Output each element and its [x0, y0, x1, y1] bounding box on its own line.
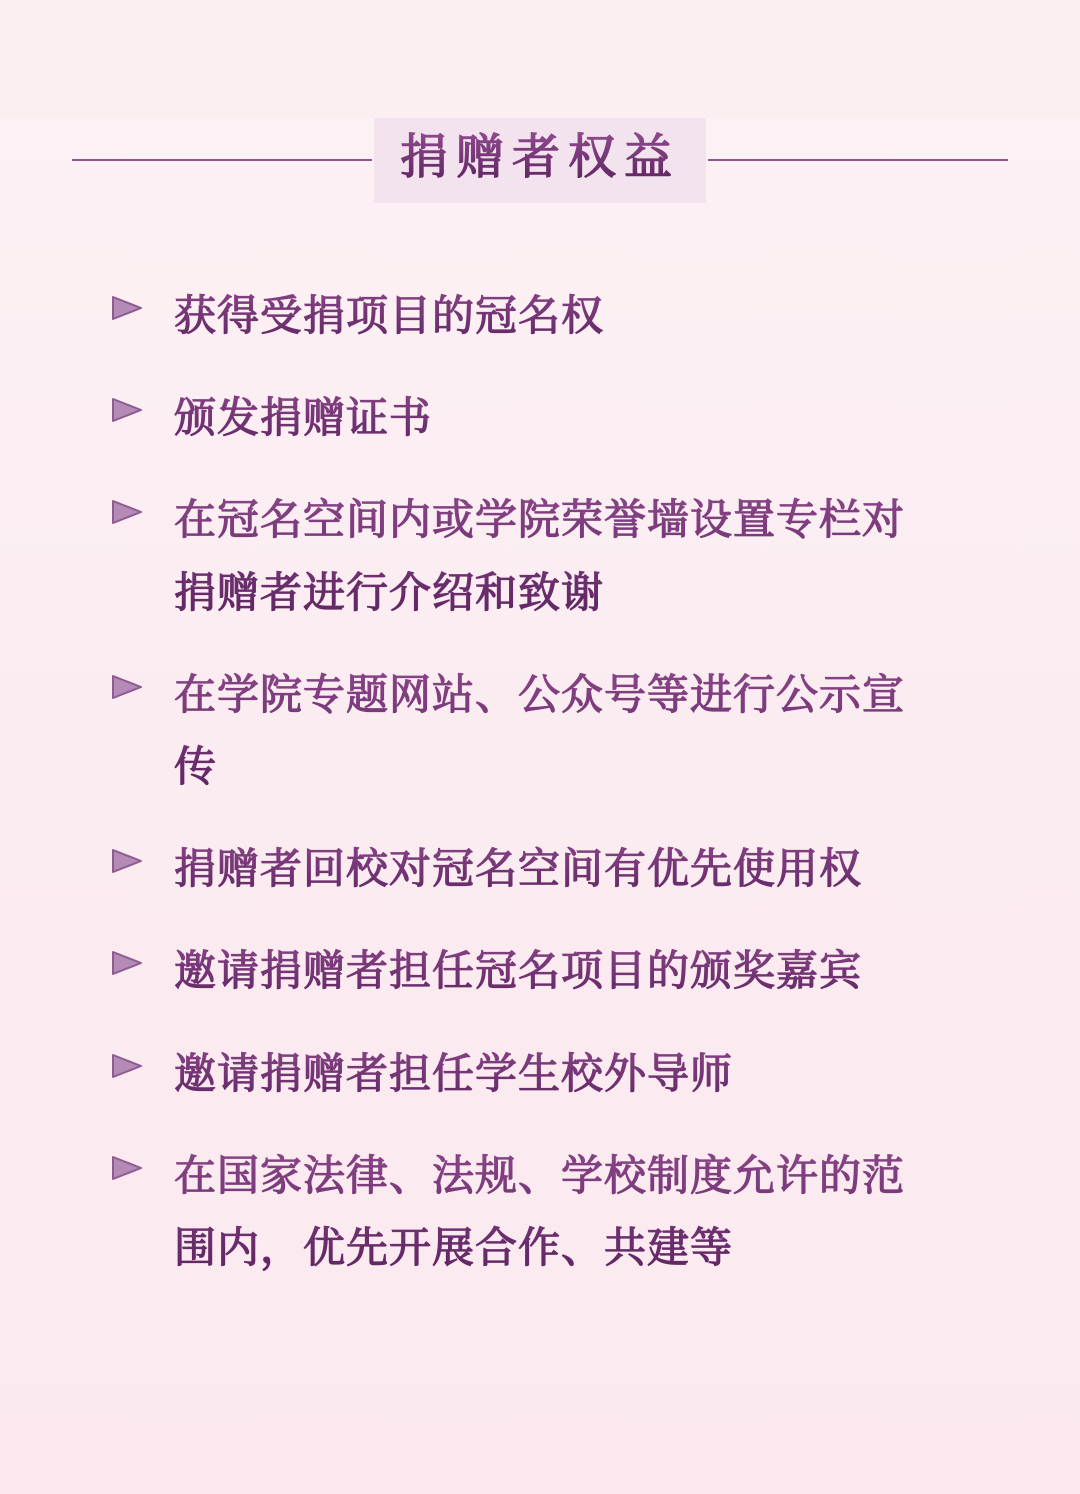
page-title: 捐赠者权益 — [400, 131, 681, 184]
list-item-label: 在学院专题网站、公众号等进行公示宣传 — [174, 660, 934, 804]
poster-page — [0, 118, 1080, 1494]
page-header — [0, 118, 1080, 203]
list-item — [108, 1039, 1010, 1111]
triangle-arrow-bullet-icon — [108, 295, 148, 321]
triangle-arrow-bullet-icon — [108, 674, 148, 700]
rights-list — [0, 281, 1080, 1286]
header-rule-right — [708, 159, 1008, 161]
list-item-label: 获得受捐项目的冠名权 — [174, 281, 934, 353]
title-plate — [374, 118, 706, 203]
list-item — [108, 1141, 1010, 1285]
list-item-label: 在冠名空间内或学院荣誉墙设置专栏对捐赠者进行介绍和致谢 — [174, 485, 934, 629]
list-item — [108, 660, 1010, 804]
list-item-label: 捐赠者回校对冠名空间有优先使用权 — [174, 834, 934, 906]
list-item — [108, 485, 1010, 629]
triangle-arrow-bullet-icon — [108, 1053, 148, 1079]
list-item — [108, 281, 1010, 353]
triangle-arrow-bullet-icon — [108, 499, 148, 525]
list-item — [108, 936, 1010, 1008]
triangle-arrow-bullet-icon — [108, 1155, 148, 1181]
list-item — [108, 834, 1010, 906]
list-item-label: 在国家法律、法规、学校制度允许的范围内，优先开展合作、共建等 — [174, 1141, 934, 1285]
triangle-arrow-bullet-icon — [108, 950, 148, 976]
list-item-label: 颁发捐赠证书 — [174, 383, 934, 455]
triangle-arrow-bullet-icon — [108, 397, 148, 423]
list-item-label: 邀请捐赠者担任冠名项目的颁奖嘉宾 — [174, 936, 934, 1008]
list-item — [108, 383, 1010, 455]
triangle-arrow-bullet-icon — [108, 848, 148, 874]
header-rule-left — [72, 159, 372, 161]
list-item-label: 邀请捐赠者担任学生校外导师 — [174, 1039, 934, 1111]
